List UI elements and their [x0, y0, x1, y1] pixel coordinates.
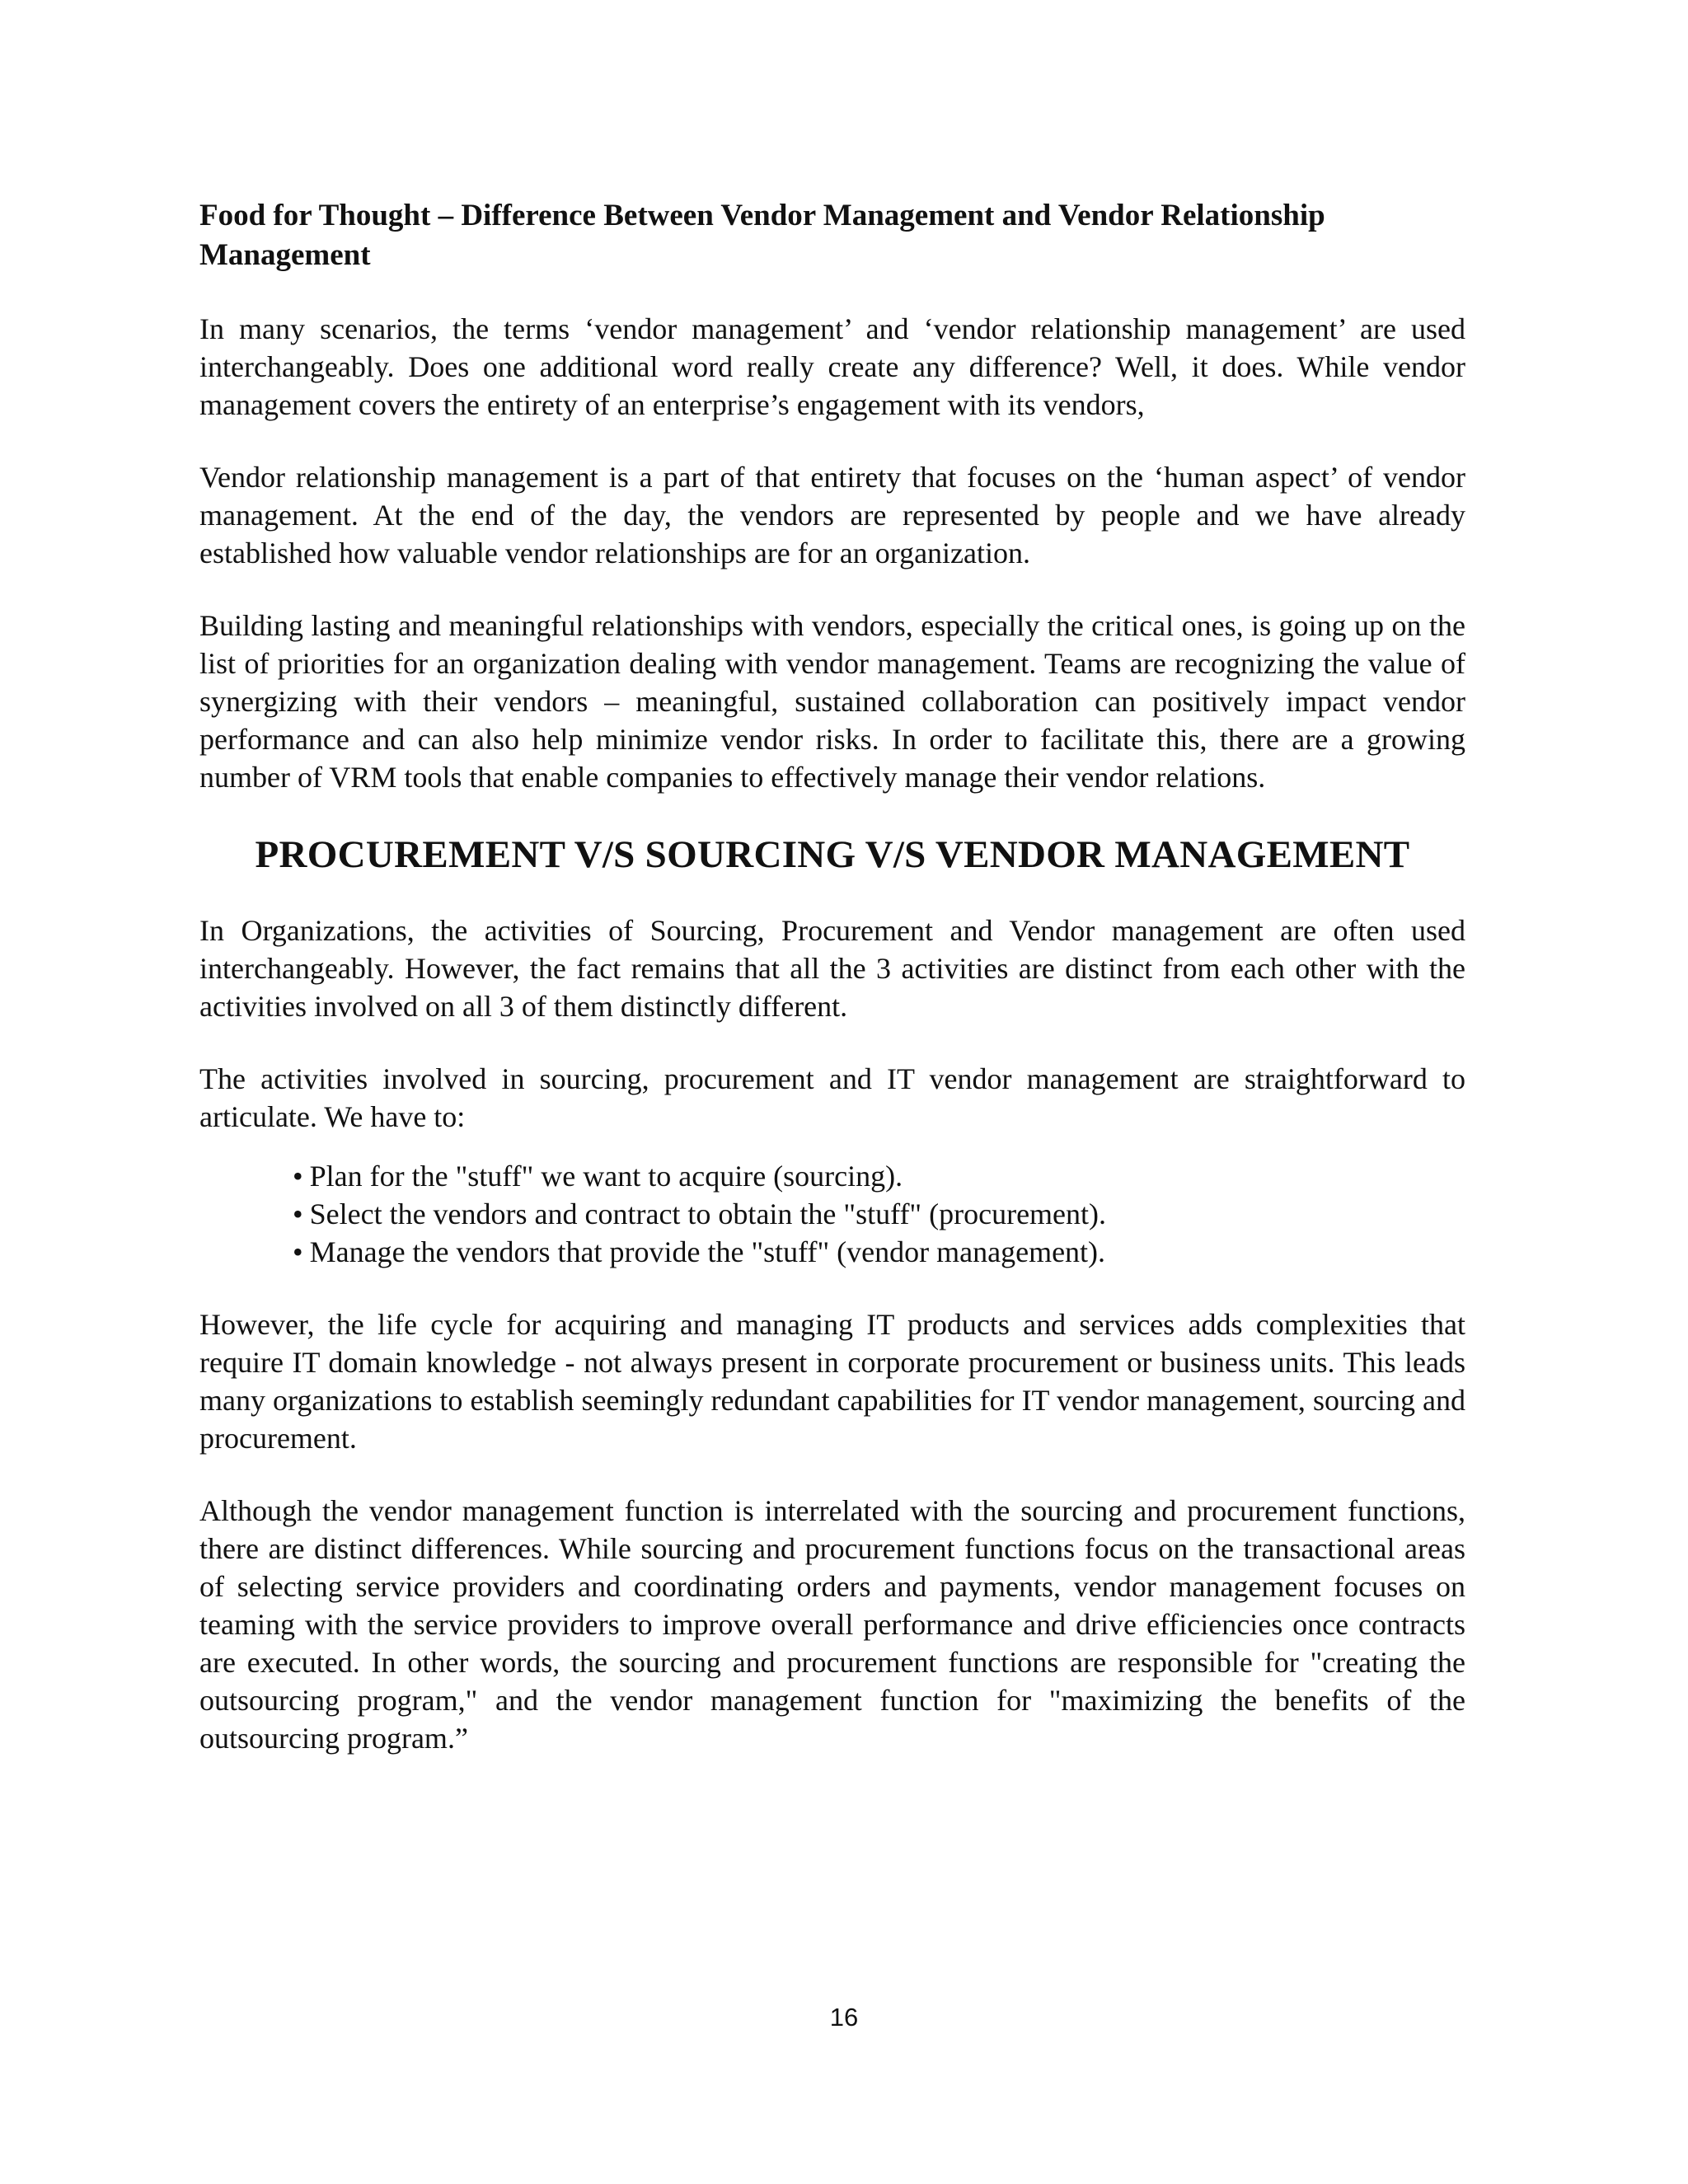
sidebar-paragraph-3: Building lasting and meaningful relationships with vendors, especially the critical ones, is going up on the list of priorities for an organization dealing with vendor management. Teams are recognizing the value of synergizing with their vendors – meaningful, sustained collaboration can positively impact vendor performance and can also help minimize vendor risks. In order to facilitate this, there are a growing number of VRM tools that enable companies to effectively manage their vendor relations.	[199, 609, 1465, 794]
sidebar-paragraph-2: Vendor relationship management is a part of that entirety that focuses on the ‘human aspect’ of vendor management. At the end of the day, the vendors are represented by people and we have already established how valuable vendor relationships are for an organization.	[199, 461, 1465, 569]
food-for-thought-title: Food for Thought – Difference Between Vendor Management and Vendor Relationship Management	[199, 199, 1325, 272]
bullet-symbol: •	[293, 1197, 303, 1230]
bullet-item-vendor-management	[293, 1233, 1465, 1271]
section-lead-in-paragraph: The activities involved in sourcing, procurement and IT vendor management are straightforward to articulate. We have to:	[199, 1062, 1465, 1133]
bullet-symbol: •	[293, 1235, 303, 1268]
bullet-text: Select the vendors and contract to obtain the "stuff" (procurement).	[309, 1197, 1107, 1230]
page-number: 16	[829, 2003, 859, 2032]
section-paragraph-lifecycle: However, the life cycle for acquiring and managing IT products and services adds complexities that require IT domain knowledge - not always present in corporate procurement or business units. This leads many organizations to establish seemingly redundant capabilities for IT vendor management, sourcing and procurement.	[199, 1308, 1465, 1455]
sidebar-paragraph-1: In many scenarios, the terms ‘vendor management’ and ‘vendor relationship management’ are used interchangeably. Does one additional word really create any difference? Well, it does. While vendor management covers the entirety of an enterprise’s engagement with its vendors,	[199, 312, 1465, 421]
page-content	[199, 196, 1465, 1792]
section-intro-paragraph: In Organizations, the activities of Sourcing, Procurement and Vendor management are often used interchangeably. However, the fact remains that all the 3 activities are distinct from each other with the activities involved on all 3 of them distinctly different.	[199, 914, 1465, 1023]
bullet-symbol: •	[293, 1160, 303, 1193]
bullet-text: Plan for the "stuff" we want to acquire (sourcing).	[309, 1160, 903, 1193]
activities-bullet-list	[199, 1157, 1465, 1271]
bullet-text: Manage the vendors that provide the "stuff" (vendor management).	[309, 1235, 1106, 1268]
bullet-item-sourcing	[293, 1157, 1465, 1195]
bullet-item-procurement	[293, 1195, 1465, 1233]
section-paragraph-differences: Although the vendor management function is interrelated with the sourcing and procurement functions, there are distinct differences. While sourcing and procurement functions focus on the transactional areas of selecting service providers and coordinating orders and payments, vendor management focuses on teaming with the service providers to improve overall performance and drive efficiencies once contracts are executed. In other words, the sourcing and procurement functions are responsible for "creating the outsourcing program," and the vendor management function for "maximizing the benefits of the outsourcing program.”	[199, 1494, 1465, 1755]
section-heading: PROCUREMENT V/S SOURCING V/S VENDOR MANAGEMENT	[255, 833, 1410, 876]
